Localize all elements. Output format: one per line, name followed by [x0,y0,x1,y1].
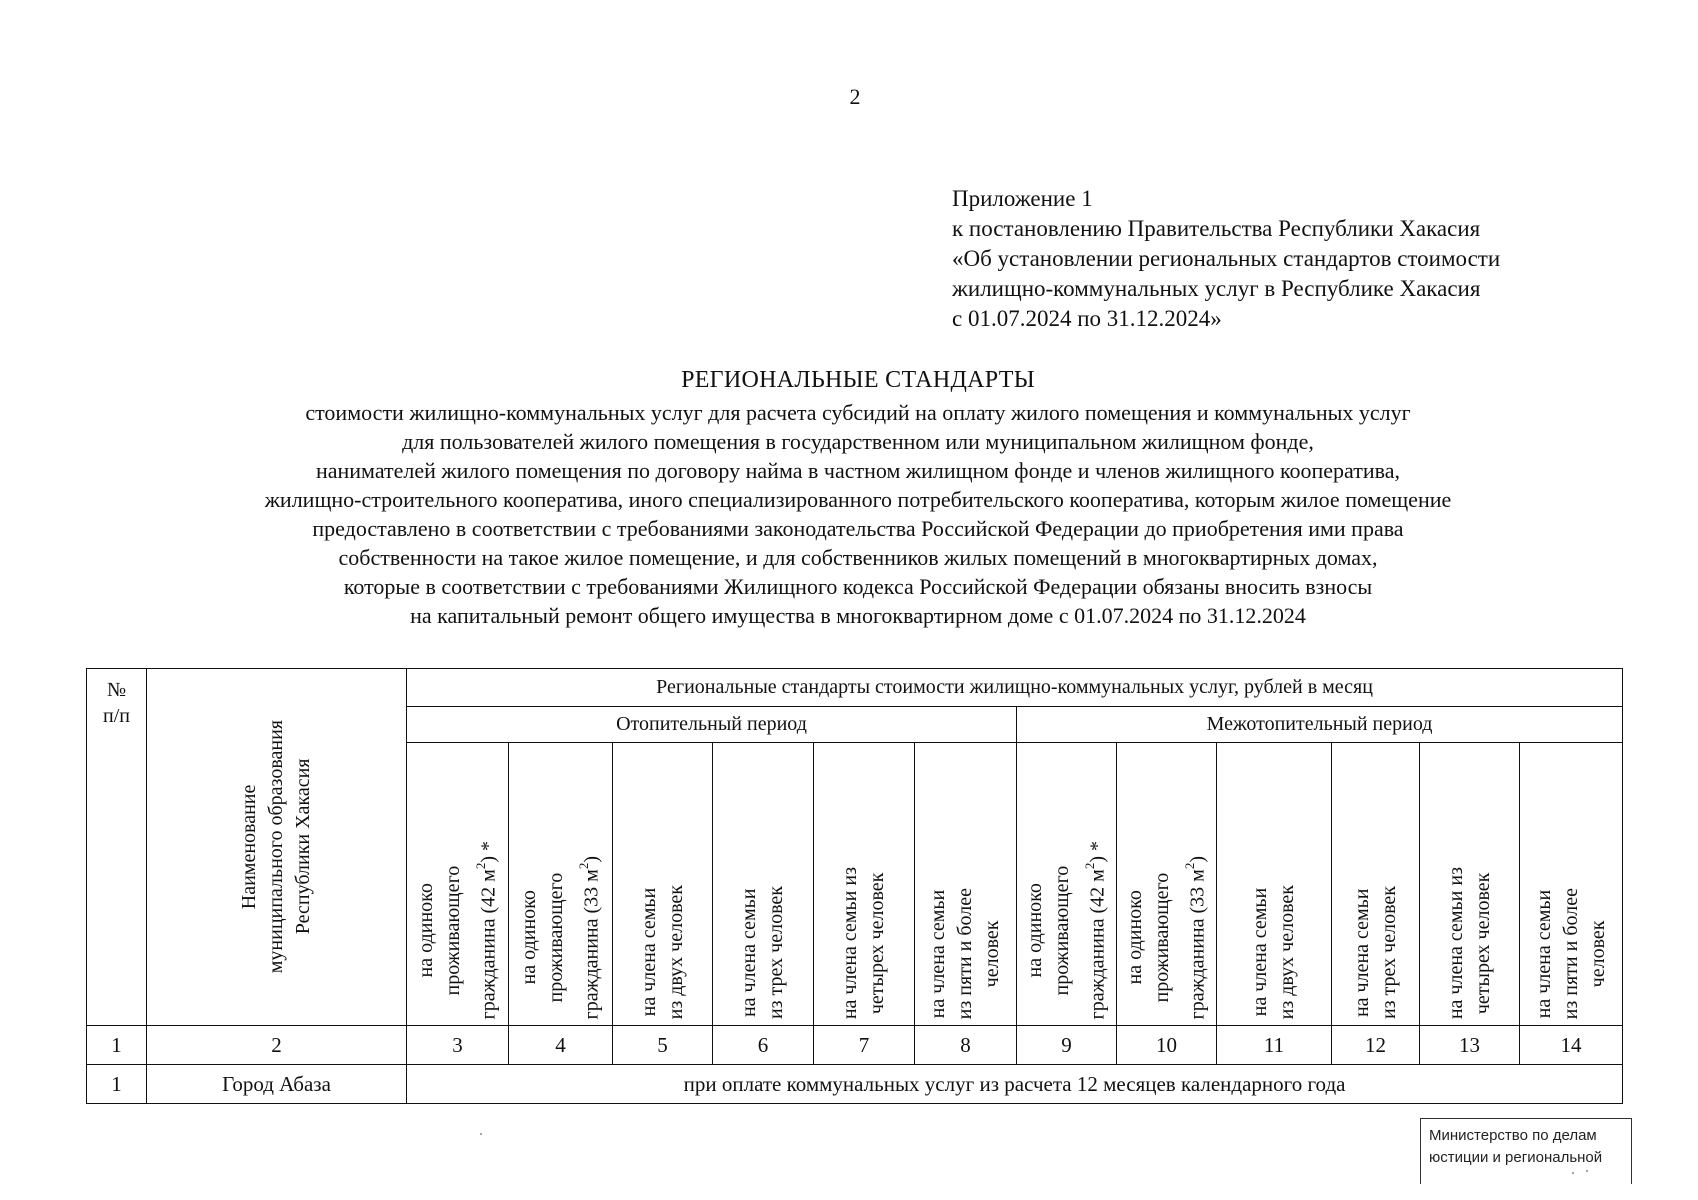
header-column-line: четырех человек [866,872,888,1014]
column-number: 12 [1332,1026,1420,1065]
document-title: РЕГИОНАЛЬНЫЕ СТАНДАРТЫ [681,367,1035,393]
header-municipality-line: Республики Хакасия [292,759,314,935]
row-note: при оплате коммунальных услуг из расчета 12 месяцев календарного года [407,1065,1623,1104]
subtitle-line: нанимателей жилого помещения по договору найма в частном жилищном фонде и членов жилищного кооператива, [315,458,1401,483]
column-number: 2 [147,1026,407,1065]
row-number: 1 [87,1065,147,1104]
header-column-line: из двух человек [1276,884,1298,1019]
header-column-line: четырех человек [1471,872,1494,1014]
header-column-line: проживающего [441,864,464,995]
header-group: Региональные стандарты стоимости жилищно-коммунальных услуг, рублей в месяц [407,669,1623,707]
appendix-line: Приложение 1 [952,186,1093,211]
column-number: 6 [713,1026,814,1065]
header-column-line: на члена семьи из [839,866,861,1019]
header-column-line: на члена семьи [738,888,760,1017]
header-municipality-line: Наименование [238,784,260,910]
column-number: 5 [613,1026,713,1065]
header-column-line: проживающего [544,872,567,1003]
subtitle-line: жилищно-строительного кооператива, иного специализированного потребительского кооператива, которым жилое помещение [264,487,1452,512]
header-column-7 [814,743,915,1026]
header-column-line: на одиноко [414,882,437,977]
header-column-line: на одиноко [517,890,540,985]
header-column-9 [1017,743,1117,1026]
column-number: 10 [1117,1026,1217,1065]
header-column-14 [1520,743,1623,1026]
subtitle-line: предоставлено в соответствии с требованиями законодательства Российской Федерации до приобретения ими права [312,516,1404,541]
header-row-number [87,669,147,1026]
header-column-4 [509,743,613,1026]
header-column-line: из пяти и более [1559,887,1582,1019]
appendix-line: жилищно-коммунальных услуг в Республике Хакасия [952,276,1481,301]
column-number: 4 [509,1026,613,1065]
header-num-abbr: п/п [103,705,130,727]
header-column-line: из трех человек [1377,885,1400,1019]
header-municipality [147,669,407,1026]
header-column-10 [1117,743,1217,1026]
subtitle-line: собственности на такое жилое помещение, и для собственников жилых помещений в многоквартирных домах, [338,545,1378,570]
superscript: 2 [575,862,591,869]
header-column-line: на одиноко [1123,890,1146,985]
header-column-5 [613,743,713,1026]
header-column-line: гражданина (33 м [1186,868,1209,1019]
header-column-line: ) [580,855,603,863]
column-number: 1 [87,1026,147,1065]
subtitle-line: стоимости жилищно-коммунальных услуг для расчета субсидий на оплату жилого помещения и коммунальных услуг [305,400,1411,425]
header-column-line: человек [981,919,1003,987]
header-column-line: гражданина (42 м [1086,868,1109,1019]
row-municipality: Город Абаза [147,1065,407,1104]
header-column-line: на члена семьи [637,887,660,1017]
column-number: 3 [407,1026,509,1065]
column-number: 8 [915,1026,1017,1065]
column-number: 9 [1017,1026,1117,1065]
header-column-line: гражданина (42 м [477,868,500,1019]
header-column-line: проживающего [1050,864,1073,995]
superscript: 2 [472,862,488,869]
header-column-line: из пяти и более [954,887,976,1019]
page-number: 2 [849,84,861,109]
stamp-line: Министерство по делам [1429,1127,1597,1144]
appendix-line: «Об установлении региональных стандартов стоимости [952,246,1501,271]
appendix-block [952,184,1500,334]
column-number: 11 [1217,1026,1332,1065]
standards-table [86,668,1623,1104]
header-column-line: ) [1186,855,1209,863]
header-column-line: на члена семьи [1532,889,1555,1018]
superscript: 2 [1081,862,1097,869]
header-column-line: ) * [1086,840,1109,863]
header-column-line: из двух человек [664,884,687,1019]
header-column-line: на члена семьи [927,889,949,1018]
column-number: 14 [1520,1026,1623,1065]
header-column-6 [713,743,814,1026]
appendix-line: с 01.07.2024 по 31.12.2024» [952,306,1222,331]
header-column-line: из трех человек [765,885,787,1019]
header-column-13 [1420,743,1520,1026]
appendix-line: к постановлению Правительства Республики Хакасия [952,216,1481,241]
header-column-11 [1217,743,1332,1026]
subtitle-line: которые в соответствии с требованиями Жилищного кодекса Российской Федерации обязаны вносить взносы [343,574,1373,599]
header-column-12 [1332,743,1420,1026]
column-number: 13 [1420,1026,1520,1065]
header-column-line: на члена семьи [1249,887,1271,1017]
header-column-line: человек [1586,919,1609,987]
header-column-line: на одиноко [1023,882,1046,977]
header-column-line: проживающего [1150,872,1173,1003]
header-heating-period: Отопительный период [407,707,1017,743]
superscript: 2 [1181,862,1197,869]
header-non-heating-period: Межотопительный период [1017,707,1623,743]
header-municipality-line: муниципального образования [265,720,287,974]
table-row [87,1065,1623,1104]
header-column-line: на члена семьи из [1444,866,1467,1019]
subtitle-line: для пользователей жилого помещения в государственном или муниципальном жилищном фонде, [402,429,1314,454]
document-subtitle [0,398,1698,630]
header-column-line: на члена семьи [1350,888,1373,1017]
header-column-line: ) * [477,840,500,863]
registration-stamp [1420,1118,1632,1184]
header-column-line: гражданина (33 м [580,868,603,1019]
subtitle-line: на капитальный ремонт общего имущества в многоквартирном доме с 01.07.2024 по 31.12.2024 [410,603,1306,628]
header-num-symbol: № [106,679,127,701]
header-column-3 [407,743,509,1026]
header-column-8 [915,743,1017,1026]
stamp-line: юстиции и региональной [1429,1149,1603,1166]
column-number: 7 [814,1026,915,1065]
